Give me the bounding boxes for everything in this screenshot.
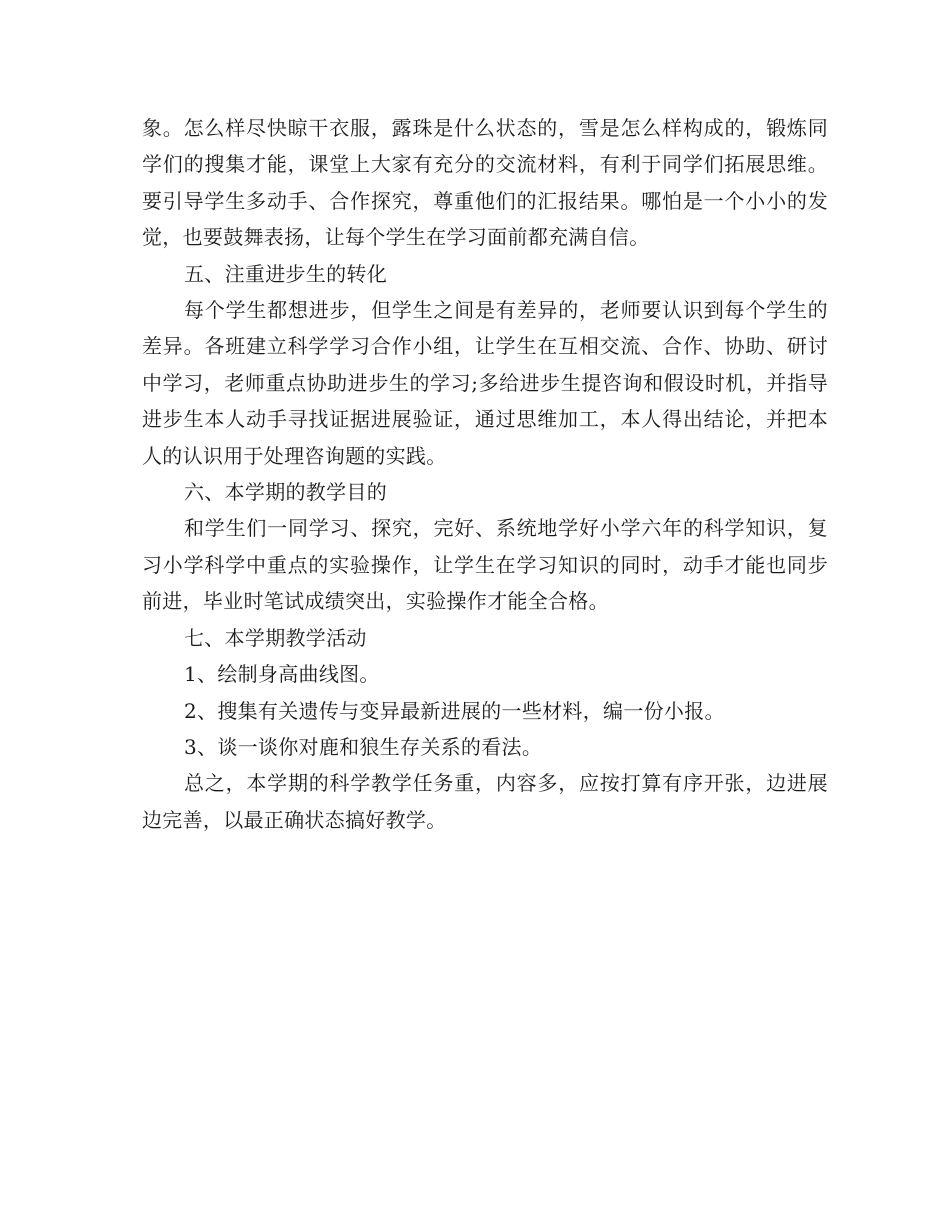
section-heading-7: 七、本学期教学活动	[184, 625, 367, 650]
paragraph-continuation: 象。怎么样尽快晾干衣服，露珠是什么状态的，雪是怎么样构成的，锻炼同学们的搜集才能，课堂上大家有充分的交流材料，有利于同学们拓展思维。要引导学生多动手、合作探究，尊重他们的汇报结果。哪怕是一个小小的发觉，也要鼓舞表扬，让每个学生在学习面前都充满自信。	[142, 116, 828, 250]
activity-item-2: 2、搜集有关遗传与变异最新进展的一些材料，编一份小报。	[184, 698, 725, 723]
activity-item-3: 3、谈一谈你对鹿和狼生存关系的看法。	[184, 734, 543, 759]
document-page	[142, 110, 828, 838]
section-heading-6: 六、本学期的教学目的	[184, 480, 387, 505]
paragraph-conclusion: 总之，本学期的科学教学任务重，内容多，应按打算有序开张，边进展边完善，以最正确状态搞好教学。	[142, 771, 828, 832]
section-heading-5: 五、注重进步生的转化	[184, 261, 387, 286]
activity-item-1: 1、绘制身高曲线图。	[184, 662, 380, 687]
paragraph-section-6: 和学生们一同学习、探究，完好、系统地学好小学六年的科学知识，复习小学科学中重点的实验操作，让学生在学习知识的同时，动手才能也同步前进，毕业时笔试成绩突出，实验操作才能全合格。	[142, 516, 828, 614]
paragraph-section-5: 每个学生都想进步，但学生之间是有差异的，老师要认识到每个学生的差异。各班建立科学学习合作小组，让学生在互相交流、合作、协助、研讨中学习，老师重点协助进步生的学习;多给进步生提咨询和假设时机，并指导进步生本人动手寻找证据进展验证，通过思维加工，本人得出结论，并把本人的认识用于处理咨询题的实践。	[142, 298, 828, 468]
